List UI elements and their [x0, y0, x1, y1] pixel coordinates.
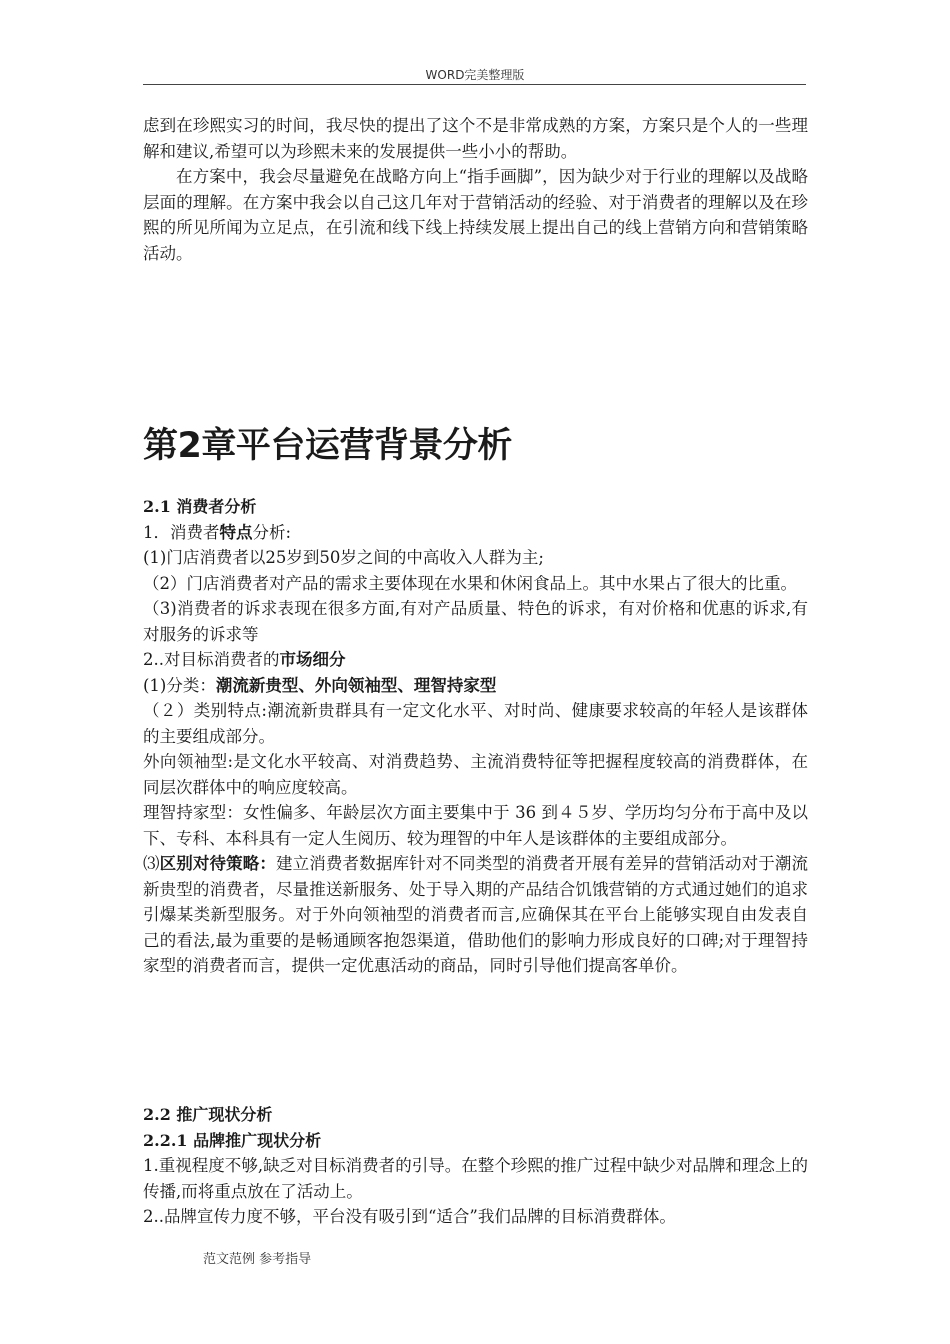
market-segment-bold: 市场细分	[279, 650, 346, 669]
section-2-1	[143, 494, 808, 979]
brand-promo-issue-1: 1.重视程度不够,缺乏对目标消费者的引导。在整个珍熙的推广过程中缺少对品牌和理念上的传播,而将重点放在了活动上。	[143, 1156, 808, 1201]
page-header: WORD完美整理版	[425, 68, 525, 82]
page-footer: 范文范例 参考指导	[203, 1252, 312, 1267]
strategy-text: 建立消费者数据库针对不同类型的消费者开展有差异的营销活动对于潮流新贵型的消费者，尽量推送新服务、处于导入期的产品结合饥饿营销的方式通过她们的追求引爆某类新型服务。对于外向领袖型的消费者而言,应确保其在平台上能够实现自由发表自己的看法,最为重要的是畅通顾客抱怨渠道，借助他们的影响力形成良好的口碑;对于理智持家型的消费者而言，提供一定优惠活动的商品，同时引导他们提高客单价。	[143, 854, 809, 975]
intro-paragraph-1: 虑到在珍熙实习的时间，我尽快的提出了这个不是非常成熟的方案，方案只是个人的一些理解和建议,希望可以为珍熙未来的发展提供一些小小的帮助。	[143, 116, 808, 161]
consumer-trait-1: (1)门店消费者以25岁到50岁之间的中高收入人群为主;	[143, 548, 544, 567]
classification-prefix: (1)分类：	[143, 675, 216, 695]
segment-rational-homemaker: 理智持家型：女性偏多、年龄层次方面主要集中于 36 到４５岁、学历均匀分布于高中及以下、专科、本科具有一定人生阅历、较为理智的中年人是该群体的主要组成部分。	[143, 803, 808, 848]
strategy-bold: 区别对待策略：	[159, 854, 277, 873]
header-rule	[143, 84, 806, 85]
intro-paragraph-2: 在方案中，我会尽量避免在战略方向上“指手画脚”，因为缺少对于行业的理解以及战略层面的理解。在方案中我会以自己这几年对于营销活动的经验、对于消费者的理解以及在珍熙的所见所闻为立足点，在引流和线下线上持续发展上提出自己的线上营销方向和营销策略活动。	[143, 167, 808, 263]
consumer-traits-prefix: 1．消费者	[143, 522, 220, 542]
segment-trend-new-rich: （２）类别特点:潮流新贵群具有一定文化水平、对时尚、健康要求较高的年轻人是该群体的主要组成部分。	[143, 701, 808, 746]
intro-section	[143, 113, 808, 266]
consumer-traits-suffix: 分析:	[252, 522, 292, 542]
segment-outgoing-leader: 外向领袖型:是文化水平较高、对消费趋势、主流消费特征等把握程度较高的消费群体，在同层次群体中的响应度较高。	[143, 752, 808, 797]
classification-bold: 潮流新贵型、外向领袖型、理智持家型	[215, 675, 497, 695]
consumer-traits-bold: 特点	[219, 522, 253, 542]
consumer-trait-2: （2）门店消费者对产品的需求主要体现在水果和休闲食品上。其中水果占了很大的比重。	[143, 573, 797, 593]
consumer-trait-3: （3)消费者的诉求表现在很多方面,有对产品质量、特色的诉求，有对价格和优惠的诉求,有对服务的诉求等	[143, 599, 808, 644]
section-2-1-heading: 2.1 消费者分析	[143, 497, 257, 516]
section-2-2	[143, 1102, 808, 1230]
strategy-prefix: ⑶	[143, 854, 160, 873]
consumer-traits-line	[143, 520, 808, 546]
section-2-2-heading: 2.2 推广现状分析	[143, 1105, 273, 1124]
market-segment-prefix: 2..对目标消费者的	[143, 650, 280, 669]
market-segment-line	[143, 647, 808, 673]
chapter-title: 第2章平台运营背景分析	[143, 426, 512, 466]
differentiated-strategy	[143, 851, 808, 979]
segment-classification	[143, 673, 808, 699]
section-2-2-1-heading: 2.2.1 品牌推广现状分析	[143, 1130, 322, 1150]
brand-promo-issue-2: 2..品牌宣传力度不够，平台没有吸引到“适合”我们品牌的目标消费群体。	[143, 1207, 676, 1226]
